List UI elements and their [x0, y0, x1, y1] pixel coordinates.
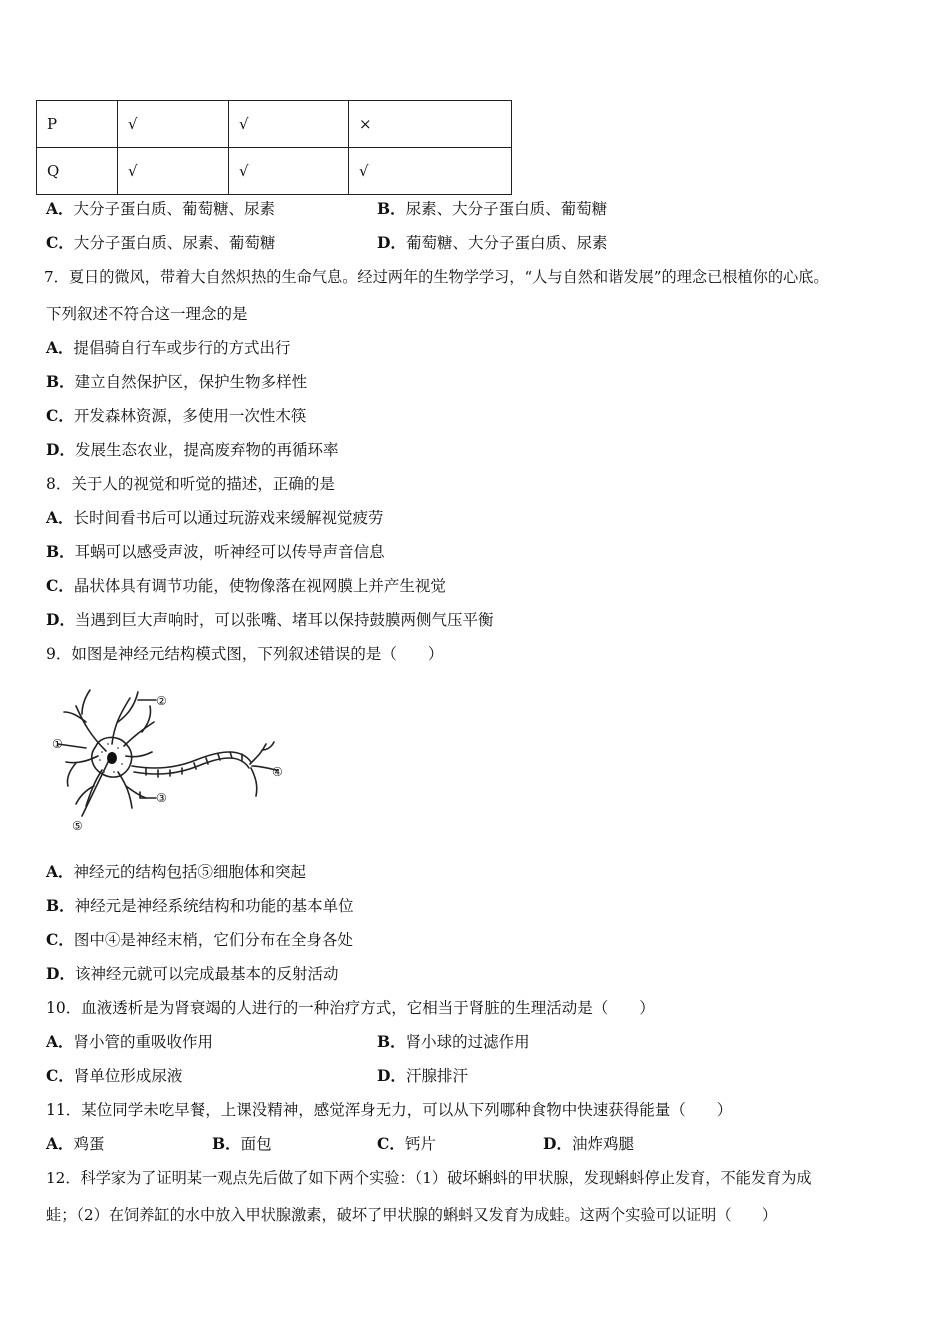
row-label: P [37, 101, 118, 148]
option-text: 耳蜗可以感受声波，听神经可以传导声音信息 [74, 543, 385, 561]
q12-stem-line2: 蛙；（2）在饲养缸的水中放入甲状腺激素，破坏了甲状腺的蝌蚪又发育为成蛙。这两个实验可以证明（ ） [46, 1206, 778, 1224]
option-text: 肾小管的重吸收作用 [73, 1033, 214, 1051]
option-text: 开发森林资源，多使用一次性木筷 [73, 407, 307, 425]
q9-option-b[interactable] [46, 896, 354, 916]
q8-stem: 8．关于人的视觉和听觉的描述，正确的是 [46, 475, 335, 493]
option-text: 肾小球的过滤作用 [405, 1033, 530, 1051]
row-label: Q [37, 148, 118, 195]
option-text: 神经元的结构包括⑤细胞体和突起 [73, 863, 307, 881]
option-key: D． [377, 1066, 406, 1085]
dendrite [76, 706, 106, 751]
label-1: ① [52, 737, 63, 751]
option-text: 葡萄糖、大分子蛋白质、尿素 [405, 234, 608, 252]
table-cell: × [349, 101, 512, 148]
option-key: C． [46, 930, 74, 949]
axon-terminal [250, 744, 266, 764]
option-key: B． [377, 199, 406, 218]
dendrite [66, 756, 98, 763]
axon-terminal [251, 768, 257, 796]
option-key: A． [46, 862, 74, 881]
dendrite [86, 770, 102, 806]
axon [134, 758, 249, 774]
q8-option-d[interactable] [46, 610, 493, 630]
q6-option-a[interactable] [46, 199, 275, 219]
option-key: D． [46, 610, 75, 629]
dendrite [118, 772, 132, 808]
q9-option-a[interactable] [46, 862, 306, 882]
q7-option-d[interactable] [46, 440, 338, 460]
table-cell: √ [118, 101, 229, 148]
option-text: 发展生态农业，提高废弃物的再循环率 [74, 441, 339, 459]
q11-option-c[interactable] [377, 1134, 436, 1154]
table-row [37, 101, 512, 148]
dendrite [124, 722, 154, 746]
q10-option-c[interactable] [46, 1066, 182, 1086]
option-key: D． [543, 1134, 572, 1153]
q6-option-d[interactable] [377, 233, 607, 253]
option-text: 大分子蛋白质、葡萄糖、尿素 [73, 200, 276, 218]
table-row [37, 148, 512, 195]
option-key: C． [46, 1066, 74, 1085]
q11-option-b[interactable] [212, 1134, 272, 1154]
q8-option-b[interactable] [46, 542, 385, 562]
option-key: D． [46, 440, 75, 459]
option-text: 大分子蛋白质、尿素、葡萄糖 [73, 234, 276, 252]
option-key: B． [212, 1134, 241, 1153]
q12-stem-line1: 12．科学家为了证明某一观点先后做了如下两个实验：（1）破坏蝌蚪的甲状腺，发现蝌蚪停止发育，不能发育为成 [46, 1169, 812, 1187]
option-text: 当遇到巨大声响时，可以张嘴、堵耳以保持鼓膜两侧气压平衡 [74, 611, 494, 629]
option-text: 提倡骑自行车或步行的方式出行 [73, 339, 291, 357]
option-key: C． [46, 576, 74, 595]
q10-option-b[interactable] [377, 1032, 530, 1052]
dendrite [126, 752, 152, 757]
option-key: C． [46, 233, 74, 252]
dendrite [67, 763, 76, 786]
q7-stem-line1: 7．夏日的微风，带着大自然炽热的生命气息。经过两年的生物学学习，“人与自然和谐发展”的理念已根植你的心底。 [44, 268, 829, 286]
option-key: A． [46, 1134, 74, 1153]
table-cell: √ [229, 101, 349, 148]
axon [132, 752, 251, 768]
q9-option-d[interactable] [46, 964, 338, 984]
option-text: 该神经元就可以完成最基本的反射活动 [74, 965, 339, 983]
label-4: ④ [272, 765, 283, 779]
table-cell: √ [349, 148, 512, 195]
q11-option-d[interactable] [543, 1134, 634, 1154]
answer-table [36, 100, 512, 195]
q7-option-c[interactable] [46, 406, 306, 426]
option-key: A． [46, 338, 74, 357]
q11-option-a[interactable] [46, 1134, 105, 1154]
label-3: ③ [156, 791, 167, 805]
q7-option-b[interactable] [46, 372, 307, 392]
option-key: A． [46, 199, 74, 218]
q9-option-c[interactable] [46, 930, 353, 950]
option-key: D． [377, 233, 406, 252]
option-text: 图中④是神经末梢，它们分布在全身各处 [73, 931, 353, 949]
option-text: 鸡蛋 [73, 1135, 105, 1153]
option-text: 长时间看书后可以通过玩游戏来缓解视觉疲劳 [73, 509, 384, 527]
label-5: ⑤ [72, 819, 83, 833]
option-text: 晶状体具有调节功能，使物像落在视网膜上并产生视觉 [73, 577, 446, 595]
option-key: C． [46, 406, 74, 425]
option-text: 钙片 [404, 1135, 436, 1153]
neuron-diagram [46, 686, 296, 836]
nucleus [107, 752, 117, 764]
q8-option-c[interactable] [46, 576, 446, 596]
q10-option-d[interactable] [377, 1066, 468, 1086]
label-2: ② [156, 694, 167, 708]
q10-stem: 10．血液透析是为肾衰竭的人进行的一种治疗方式，它相当于肾脏的生理活动是（ ） [46, 999, 655, 1017]
option-key: D． [46, 964, 75, 983]
q11-stem: 11．某位同学未吃早餐，上课没精神，感觉浑身无力，可以从下列哪种食物中快速获得能量（ ） [46, 1101, 733, 1119]
table-cell: √ [229, 148, 349, 195]
table-cell: √ [118, 148, 229, 195]
option-text: 面包 [240, 1135, 272, 1153]
option-key: C． [377, 1134, 405, 1153]
q7-stem-line2: 下列叙述不符合这一理念的是 [46, 305, 248, 323]
dendrite [118, 692, 138, 722]
option-text: 汗腺排汗 [405, 1067, 468, 1085]
option-text: 神经元是神经系统结构和功能的基本单位 [74, 897, 354, 915]
q6-option-c[interactable] [46, 233, 275, 253]
option-text: 肾单位形成尿液 [73, 1067, 183, 1085]
q8-option-a[interactable] [46, 508, 384, 528]
option-key: B． [377, 1032, 406, 1051]
q9-stem: 9．如图是神经元结构模式图，下列叙述错误的是（ ） [46, 645, 444, 663]
option-key: A． [46, 508, 74, 527]
option-text: 建立自然保护区，保护生物多样性 [74, 373, 308, 391]
q6-option-b[interactable] [377, 199, 607, 219]
option-key: B． [46, 542, 75, 561]
dendrite [82, 690, 90, 714]
q7-option-a[interactable] [46, 338, 291, 358]
q10-option-a[interactable] [46, 1032, 213, 1052]
option-text: 尿素、大分子蛋白质、葡萄糖 [405, 200, 608, 218]
option-key: B． [46, 372, 75, 391]
option-key: B． [46, 896, 75, 915]
option-key: A． [46, 1032, 74, 1051]
option-text: 油炸鸡腿 [571, 1135, 634, 1153]
